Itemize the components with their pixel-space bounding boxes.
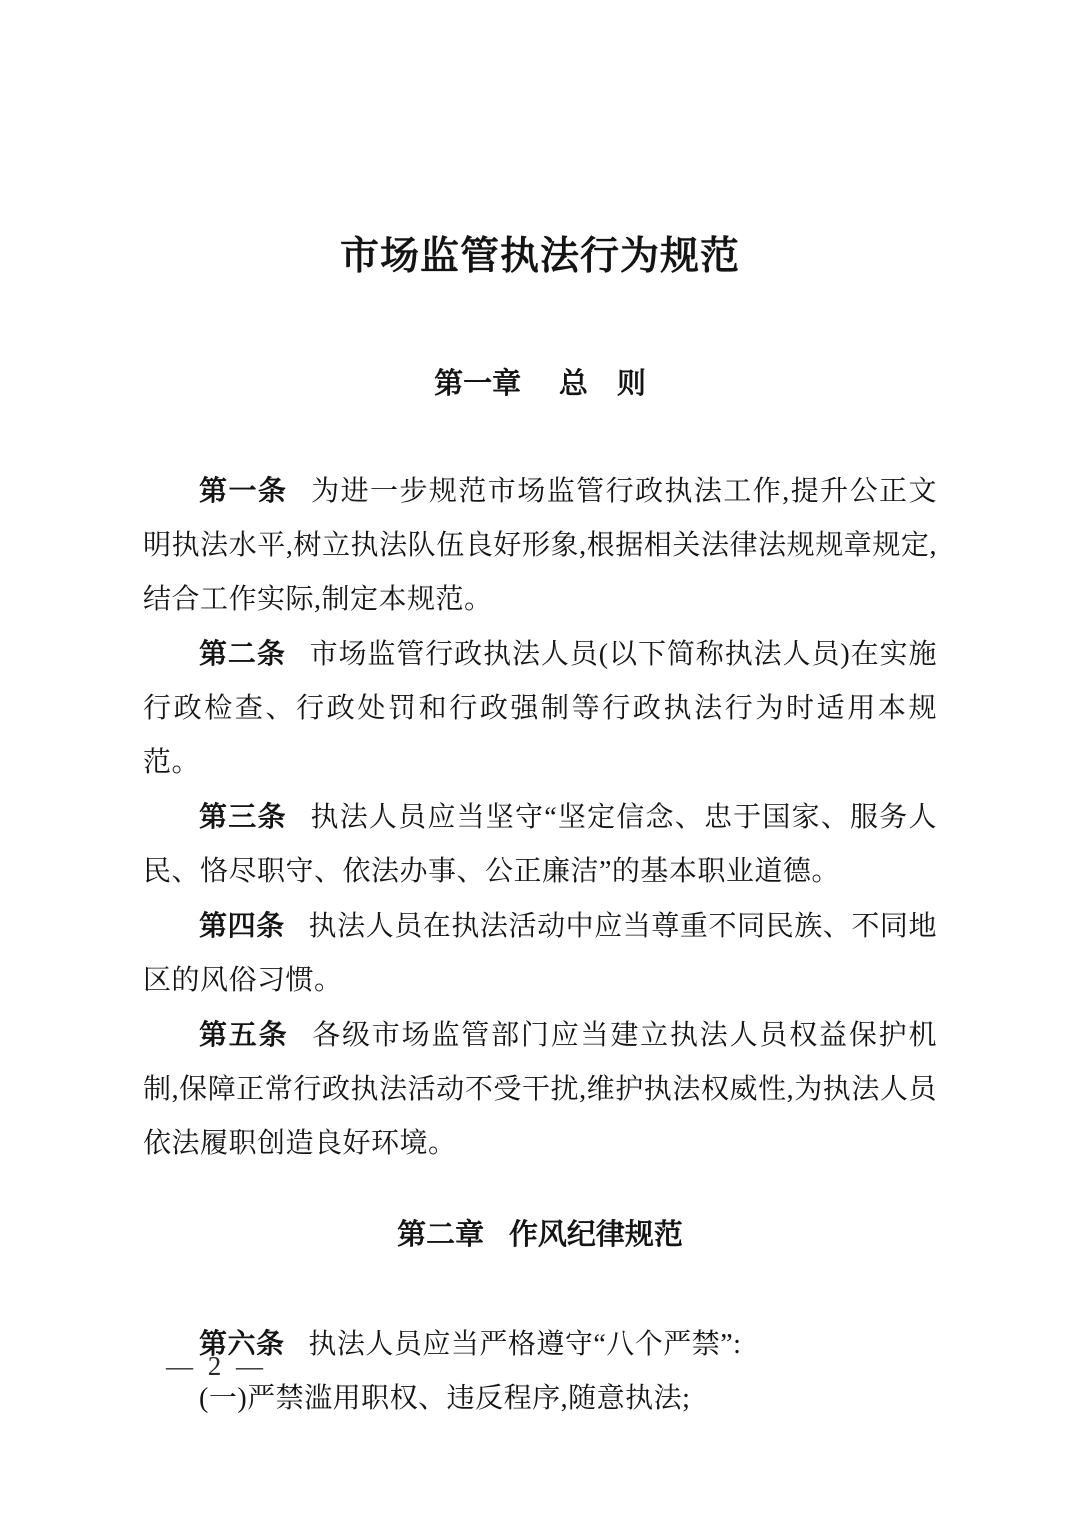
article-paragraph xyxy=(143,464,937,627)
article-text: 市场监管行政执法人员(以下简称执法人员)在实施行政检查、行政处罚和行政强制等行政执法行为时适用本规范。 xyxy=(143,639,937,778)
article-number: 第四条 xyxy=(199,910,285,941)
list-item-text: (一)严禁滥用职权、违反程序,随意执法; xyxy=(199,1383,691,1414)
article-text: 执法人员在执法活动中应当尊重不同民族、不同地区的风俗习惯。 xyxy=(143,911,937,996)
page-number: — 2 — xyxy=(166,1351,267,1381)
chapter-1-body xyxy=(143,464,937,1171)
article-number: 第一条 xyxy=(199,475,288,506)
article-text: 执法人员应当严格遵守“八个严禁”: xyxy=(308,1329,742,1360)
article-paragraph xyxy=(143,790,937,899)
chapter-1-number: 第一章 xyxy=(434,368,522,400)
chapter-2-heading xyxy=(143,1215,937,1255)
article-number: 第三条 xyxy=(199,801,287,832)
chapter-1-name: 总 则 xyxy=(558,368,646,400)
article-number: 第二条 xyxy=(199,638,286,669)
article-number: 第五条 xyxy=(199,1019,289,1050)
chapter-2-name: 作风纪律规范 xyxy=(508,1219,683,1251)
article-paragraph xyxy=(143,1008,937,1171)
article-number: 第六条 xyxy=(199,1328,285,1359)
chapter-2-number: 第二章 xyxy=(397,1219,485,1251)
document-title: 市场监管执法行为规范 xyxy=(339,235,740,278)
article-text: 执法人员应当坚守“坚定信念、忠于国家、服务人民、恪尽职守、依法办事、公正廉洁”的基本职业道德。 xyxy=(143,802,937,887)
article-paragraph xyxy=(143,899,937,1008)
chapter-1-heading xyxy=(143,364,937,404)
article-paragraph xyxy=(143,627,937,790)
article-text: 各级市场监管部门应当建立执法人员权益保护机制,保障正常行政执法活动不受干扰,维护执法权威性,为执法人员依法履职创造良好环境。 xyxy=(143,1020,937,1159)
article-text: 为进一步规范市场监管行政执法工作,提升公正文明执法水平,树立执法队伍良好形象,根据相关法律法规规章规定,结合工作实际,制定本规范。 xyxy=(143,476,937,615)
